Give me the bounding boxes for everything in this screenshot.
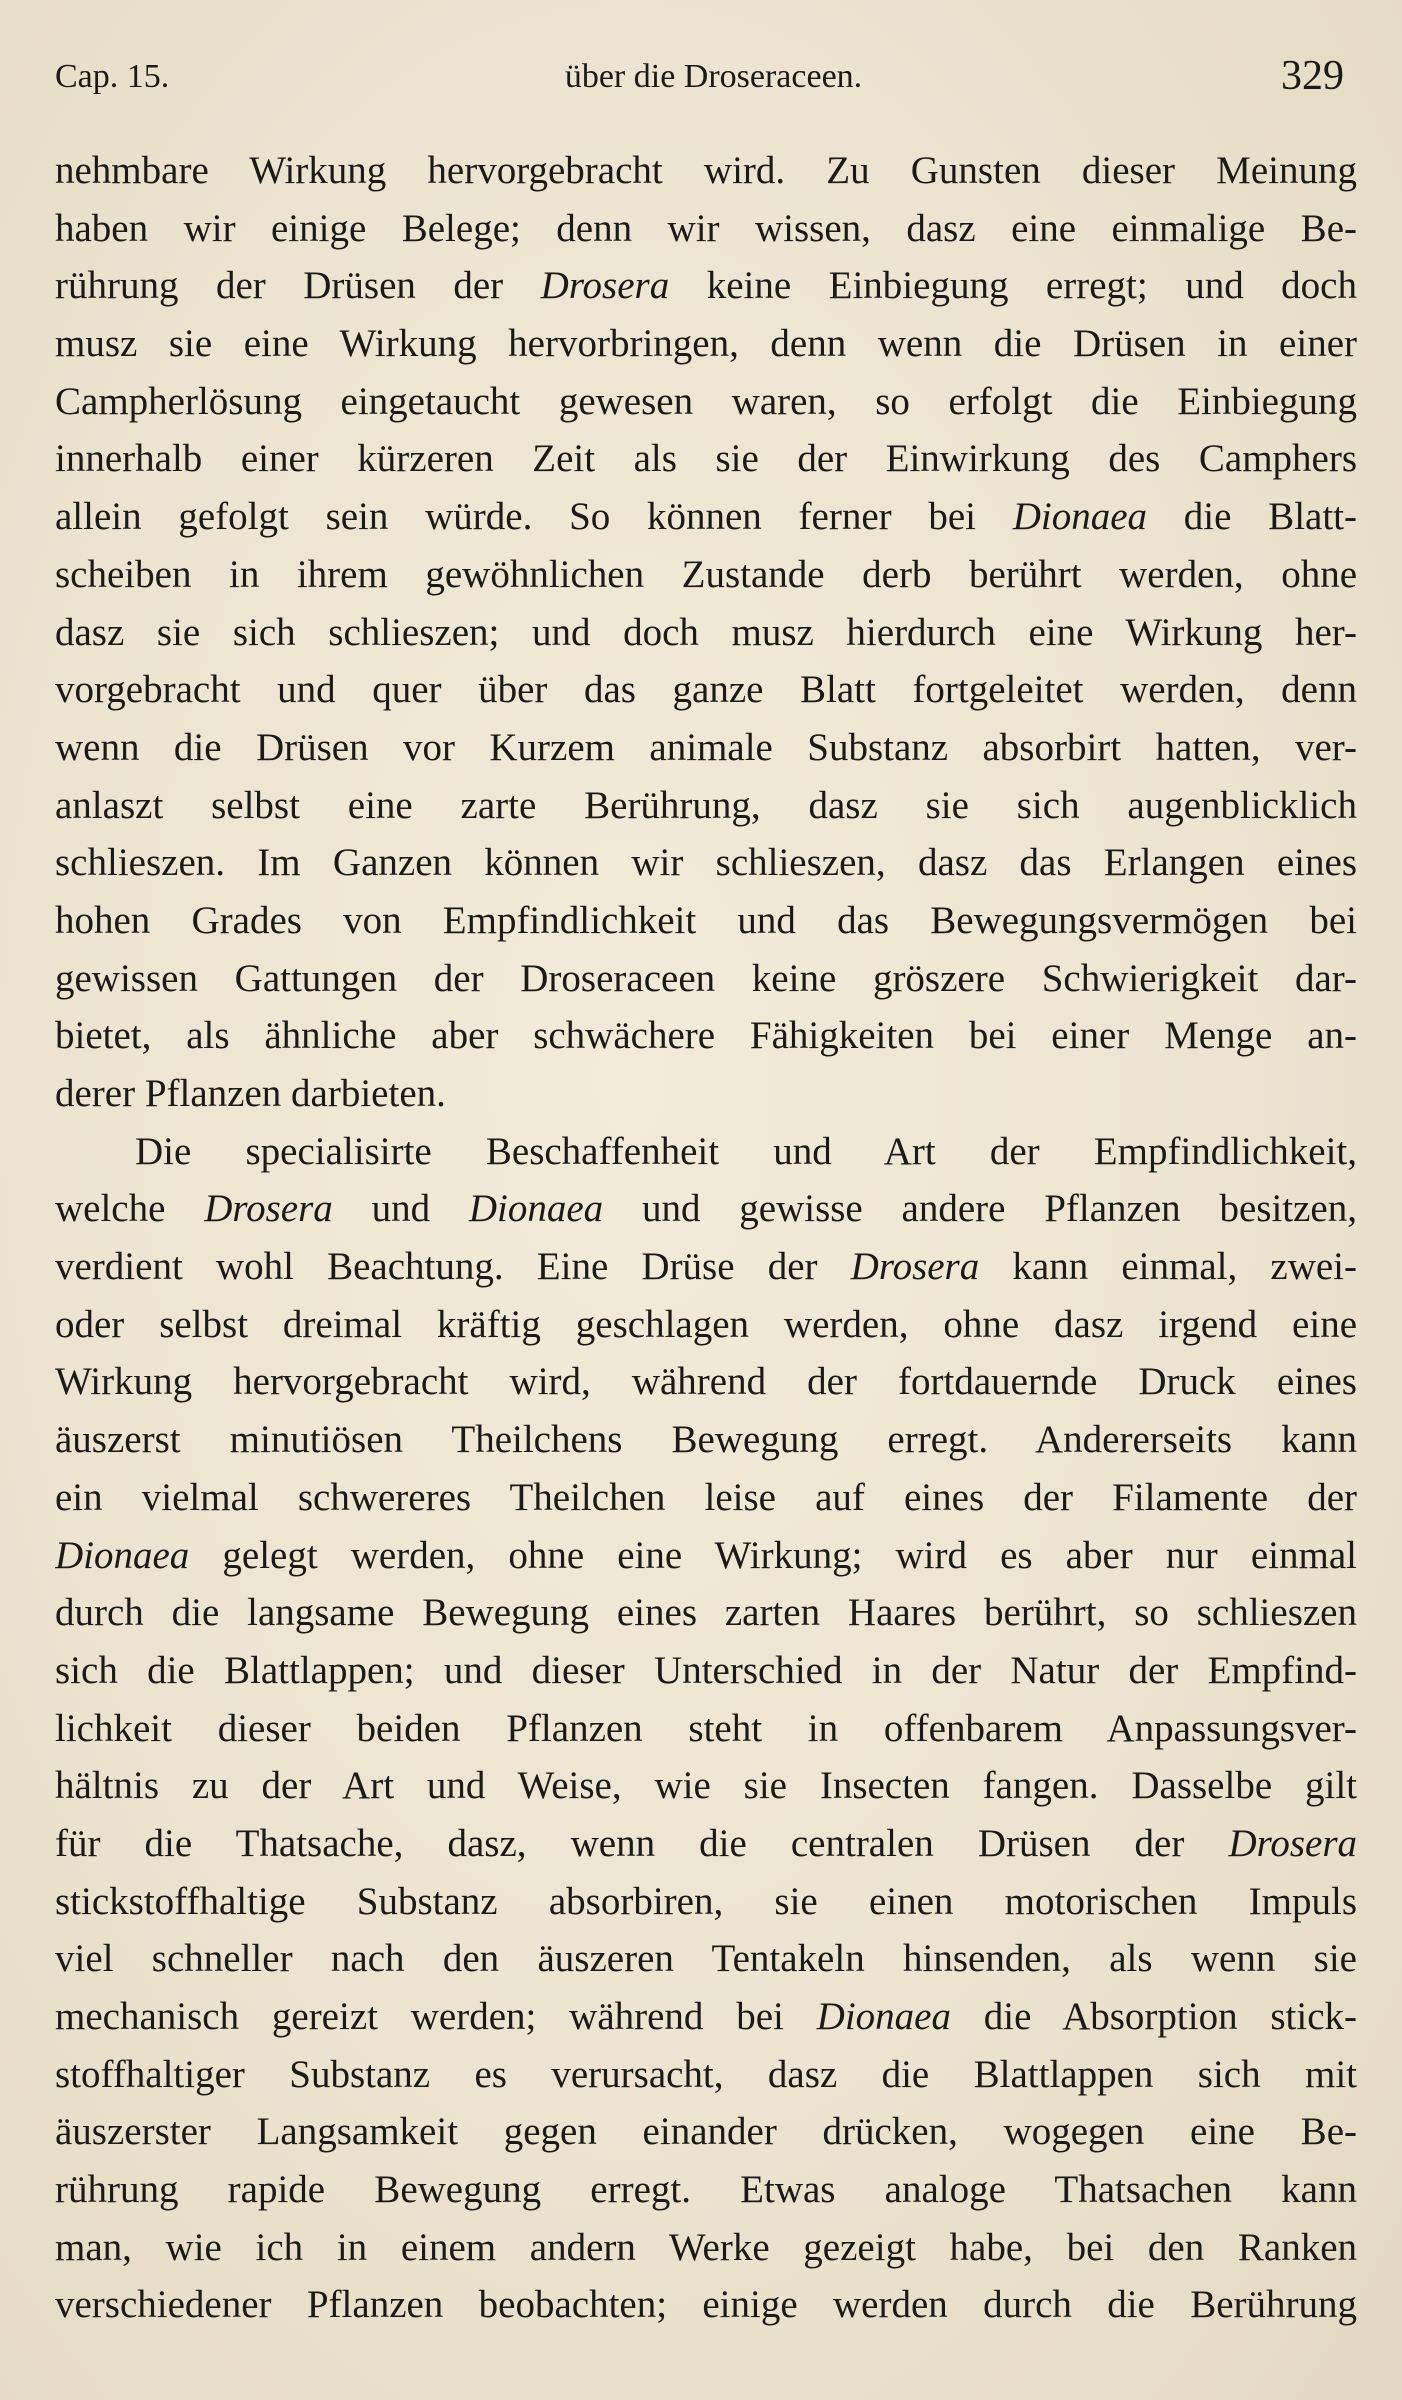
text-line <box>55 892 1357 950</box>
text-line <box>55 1873 1357 1931</box>
text-segment: rührung der Drüsen der <box>55 264 541 308</box>
text-line <box>55 1815 1357 1873</box>
italic-term: Drosera <box>850 1245 980 1289</box>
text-line <box>55 1642 1357 1700</box>
text-line <box>55 257 1357 315</box>
italic-term: Dionaea <box>1012 495 1148 539</box>
text-segment: für die Thatsache, dasz, wenn die centralen Drüsen der <box>55 1821 1229 1865</box>
text-segment: verdient wohl Beachtung. Eine Drüse der <box>55 1245 851 1289</box>
text-line <box>55 2103 1357 2161</box>
text-segment: welche <box>55 1187 205 1231</box>
text-segment: die Absorption stick- <box>950 1995 1357 2038</box>
text-segment: sich die Blattlappen; und dieser Unterschied in der Natur der Empfind- <box>55 1648 1357 1692</box>
italic-term: Dionaea <box>468 1187 604 1231</box>
text-line <box>55 200 1357 258</box>
text-segment: äuszerster Langsamkeit gegen einander drücken, wogegen eine Be- <box>55 2110 1357 2154</box>
text-line <box>55 1353 1357 1411</box>
text-segment: innerhalb einer kürzeren Zeit als sie der Einwirkung des Camphers <box>55 437 1357 481</box>
text-segment: anlaszt selbst eine zarte Berührung, dasz sie sich augenblicklich <box>55 783 1357 827</box>
text-segment: musz sie eine Wirkung hervorbringen, denn wenn die Drüsen in einer <box>55 322 1357 366</box>
text-line <box>55 373 1357 431</box>
text-segment: mechanisch gereizt werden; während bei <box>55 1995 817 2038</box>
text-segment: dasz sie sich schlieszen; und doch musz hierdurch eine Wirkung her- <box>55 610 1357 654</box>
text-segment: äuszerst minutiösen Theilchens Bewegung erregt. Andererseits kann <box>55 1418 1357 1462</box>
text-line <box>55 1123 1357 1181</box>
body-text <box>55 142 1357 2334</box>
text-segment: gewissen Gattungen der Droseraceen keine gröszere Schwierigkeit dar- <box>55 956 1357 1000</box>
text-segment: nehmbare Wirkung hervorgebracht wird. Zu Gunsten dieser Meinung <box>55 149 1357 192</box>
text-line <box>55 1988 1357 2046</box>
text-segment: kann einmal, zwei- <box>979 1245 1357 1289</box>
text-line <box>55 719 1357 777</box>
text-line <box>55 430 1357 488</box>
text-segment: bietet, als ähnliche aber schwächere Fähigkeiten bei einer Menge an- <box>55 1014 1357 1058</box>
text-segment: Die specialisirte Beschaffenheit und Art der Empfindlichkeit, <box>135 1129 1357 1173</box>
chapter-label: Cap. 15. <box>55 58 170 95</box>
text-segment: vorgebracht und quer über das ganze Blatt fortgeleitet werden, denn <box>55 668 1357 712</box>
running-header <box>55 53 1362 110</box>
text-segment: gelegt werden, ohne eine Wirkung; wird es aber nur einmal <box>189 1533 1357 1577</box>
text-segment: lichkeit dieser beiden Pflanzen steht in offenbarem Anpassungsver- <box>55 1706 1357 1750</box>
italic-term: Drosera <box>540 264 670 308</box>
text-line <box>55 2219 1357 2277</box>
text-line <box>55 142 1357 200</box>
text-segment: rührung rapide Bewegung erregt. Etwas analoge Thatsachen kann <box>55 2168 1357 2212</box>
italic-term: Dionaea <box>816 1995 951 2038</box>
text-segment: wenn die Drüsen vor Kurzem animale Substanz absorbirt hatten, ver- <box>55 725 1357 769</box>
text-line <box>55 2161 1357 2219</box>
text-line <box>55 1469 1357 1527</box>
text-segment: keine Einbiegung erregt; und doch <box>669 264 1357 308</box>
text-segment: verschiedener Pflanzen beobachten; einige werden durch die Berührung <box>55 2283 1357 2327</box>
text-line <box>55 546 1357 604</box>
italic-term: Dionaea <box>55 1533 190 1577</box>
text-segment: hältnis zu der Art und Weise, wie sie Insecten fangen. Dasselbe gilt <box>55 1764 1357 1808</box>
text-segment: durch die langsame Bewegung eines zarten Haares berührt, so schlieszen <box>55 1591 1357 1635</box>
text-segment: hohen Grades von Empfindlichkeit und das Bewegungsvermögen bei <box>55 898 1357 942</box>
text-line <box>55 1584 1357 1642</box>
text-line <box>55 1007 1357 1065</box>
text-line <box>55 1527 1357 1585</box>
text-segment: stickstoffhaltige Substanz absorbiren, sie einen motorischen Impuls <box>55 1879 1357 1923</box>
text-segment: und gewisse andere Pflanzen besitzen, <box>603 1187 1357 1231</box>
text-line <box>55 1930 1357 1988</box>
text-segment: man, wie ich in einem andern Werke gezeigt habe, bei den Ranken <box>55 2225 1357 2269</box>
text-segment: allein gefolgt sein würde. So können ferner bei <box>55 495 1013 539</box>
text-segment: haben wir einige Belege; denn wir wissen, dasz eine einmalige Be- <box>55 206 1357 250</box>
text-line <box>55 1700 1357 1758</box>
text-line <box>55 1411 1357 1469</box>
text-line <box>55 315 1357 373</box>
text-line <box>55 1180 1357 1238</box>
text-segment: scheiben in ihrem gewöhnlichen Zustande derb berührt werden, ohne <box>55 552 1357 596</box>
text-segment: derer Pflanzen darbieten. <box>55 1072 446 1115</box>
text-line <box>55 1065 1357 1123</box>
text-line <box>55 2276 1357 2334</box>
text-line <box>55 2046 1357 2104</box>
text-line <box>55 1238 1357 1296</box>
text-segment: schlieszen. Im Ganzen können wir schlieszen, dasz das Erlangen eines <box>55 841 1357 885</box>
text-line <box>55 604 1357 662</box>
text-segment: stoffhaltiger Substanz es verursacht, dasz die Blattlappen sich mit <box>55 2052 1357 2096</box>
italic-term: Drosera <box>1228 1821 1357 1865</box>
text-line <box>55 1296 1357 1354</box>
italic-term: Drosera <box>204 1187 333 1231</box>
running-title: über die Droseraceen. <box>564 58 863 95</box>
text-segment: die Blatt- <box>1147 495 1357 539</box>
text-segment: ein vielmal schwereres Theilchen leise auf eines der Filamente der <box>55 1475 1357 1519</box>
text-line <box>55 661 1357 719</box>
page-number: 329 <box>1281 53 1344 99</box>
text-segment: Campherlösung eingetaucht gewesen waren, so erfolgt die Einbiegung <box>55 379 1357 423</box>
text-segment: oder selbst dreimal kräftig geschlagen werden, ohne dasz irgend eine <box>55 1302 1357 1346</box>
text-line <box>55 488 1357 546</box>
text-segment: und <box>332 1187 469 1231</box>
text-line <box>55 950 1357 1008</box>
text-segment: viel schneller nach den äuszeren Tentakeln hinsenden, als wenn sie <box>55 1937 1357 1981</box>
text-line <box>55 834 1357 892</box>
text-line <box>55 777 1357 835</box>
text-segment: Wirkung hervorgebracht wird, während der fortdauernde Druck eines <box>55 1360 1357 1404</box>
text-line <box>55 1757 1357 1815</box>
